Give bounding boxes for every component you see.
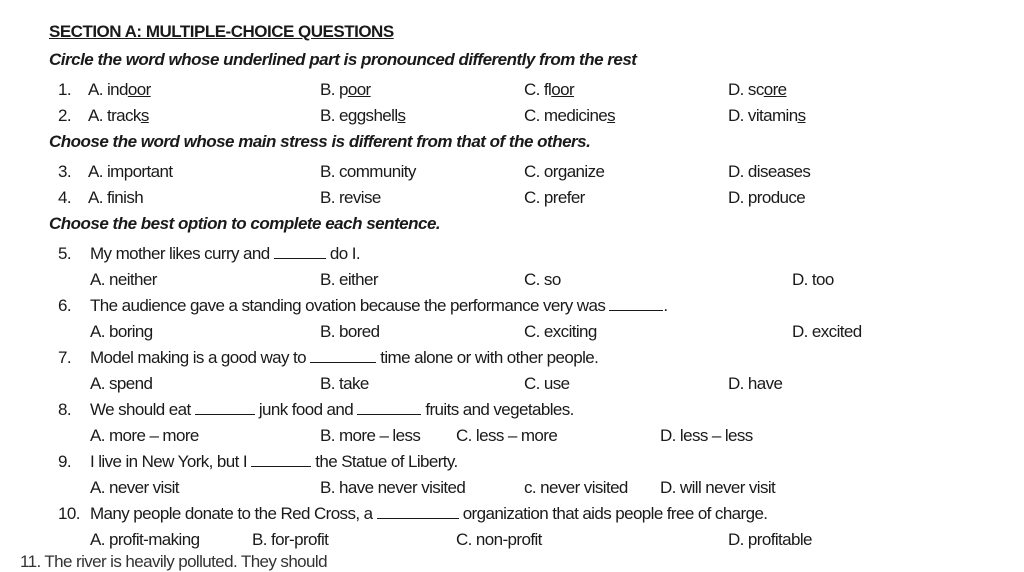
- q5-option-a: A. neither: [90, 270, 157, 289]
- q6-option-d: D. excited: [792, 322, 862, 341]
- q4-option-a: A. finish: [88, 188, 144, 207]
- q9-stem: I live in New York, but I the Statue of Liberty.: [90, 452, 458, 471]
- q1-number: 1.: [58, 80, 71, 99]
- instruction-pronunciation: Circle the word whose underlined part is pronounced differently from the rest: [49, 50, 637, 69]
- q7-blank: [310, 348, 376, 363]
- q8-option-c: C. less – more: [456, 426, 558, 445]
- q4-option-b: B. revise: [320, 188, 381, 207]
- q7-stem: Model making is a good way to time alone or with other people.: [90, 348, 599, 367]
- q10-option-b: B. for-profit: [252, 530, 329, 549]
- q4-number: 4.: [58, 188, 71, 207]
- q3-number: 3.: [58, 162, 71, 181]
- q7-option-c: C. use: [524, 374, 570, 393]
- q5-option-c: C. so: [524, 270, 561, 289]
- q2-number: 2.: [58, 106, 71, 125]
- q10-blank: [377, 504, 459, 519]
- q7-option-b: B. take: [320, 374, 369, 393]
- q7-option-d: D. have: [728, 374, 783, 393]
- q5-option-b: B. either: [320, 270, 378, 289]
- q5-option-d: D. too: [792, 270, 834, 289]
- q9-option-c: c. never visited: [524, 478, 628, 497]
- q9-option-d: D. will never visit: [660, 478, 776, 497]
- q4-option-d: D. produce: [728, 188, 806, 207]
- q9-blank: [251, 452, 311, 467]
- section-title: SECTION A: MULTIPLE-CHOICE QUESTIONS: [49, 22, 394, 41]
- q2-option-d: D. vitamins: [728, 106, 806, 125]
- q2-option-c: C. medicines: [524, 106, 616, 125]
- q4-option-c: C. prefer: [524, 188, 585, 207]
- q5-stem: My mother likes curry and do I.: [90, 244, 360, 263]
- q7-option-a: A. spend: [90, 374, 153, 393]
- q9-option-b: B. have never visited: [320, 478, 466, 497]
- q8-number: 8.: [58, 400, 71, 419]
- q9-option-a: A. never visit: [90, 478, 179, 497]
- q5-blank: [274, 244, 326, 259]
- q6-stem: The audience gave a standing ovation because the performance very was .: [90, 296, 668, 315]
- q1-option-b: B. poor: [320, 80, 371, 99]
- q1-option-c: C. floor: [524, 80, 575, 99]
- q3-option-b: B. community: [320, 162, 416, 181]
- q11-partial-line: 11. The river is heavily polluted. They should: [20, 552, 327, 571]
- q8-option-a: A. more – more: [90, 426, 199, 445]
- q7-number: 7.: [58, 348, 71, 367]
- q3-option-a: A. important: [88, 162, 173, 181]
- q8-option-b: B. more – less: [320, 426, 421, 445]
- q6-number: 6.: [58, 296, 71, 315]
- q10-option-c: C. non-profit: [456, 530, 542, 549]
- q6-blank: [609, 296, 663, 311]
- q3-option-d: D. diseases: [728, 162, 811, 181]
- q10-option-d: D. profitable: [728, 530, 812, 549]
- q10-number: 10.: [58, 504, 80, 523]
- instruction-sentence: Choose the best option to complete each sentence.: [49, 214, 441, 233]
- q1-option-d: D. score: [728, 80, 787, 99]
- q8-stem: We should eat junk food and fruits and vegetables.: [90, 400, 574, 419]
- q6-option-c: C. exciting: [524, 322, 597, 341]
- q1-option-a: A. indoor: [88, 80, 151, 99]
- q5-number: 5.: [58, 244, 71, 263]
- q9-number: 9.: [58, 452, 71, 471]
- q8-blank-2: [357, 400, 421, 415]
- q8-option-d: D. less – less: [660, 426, 753, 445]
- q8-blank-1: [195, 400, 255, 415]
- instruction-stress: Choose the word whose main stress is different from that of the others.: [49, 132, 591, 151]
- q10-option-a: A. profit-making: [90, 530, 200, 549]
- q6-option-a: A. boring: [90, 322, 153, 341]
- q2-option-a: A. tracks: [88, 106, 149, 125]
- q3-option-c: C. organize: [524, 162, 605, 181]
- q10-stem: Many people donate to the Red Cross, a organization that aids people free of charge.: [90, 504, 768, 523]
- q2-option-b: B. eggshells: [320, 106, 406, 125]
- q6-option-b: B. bored: [320, 322, 380, 341]
